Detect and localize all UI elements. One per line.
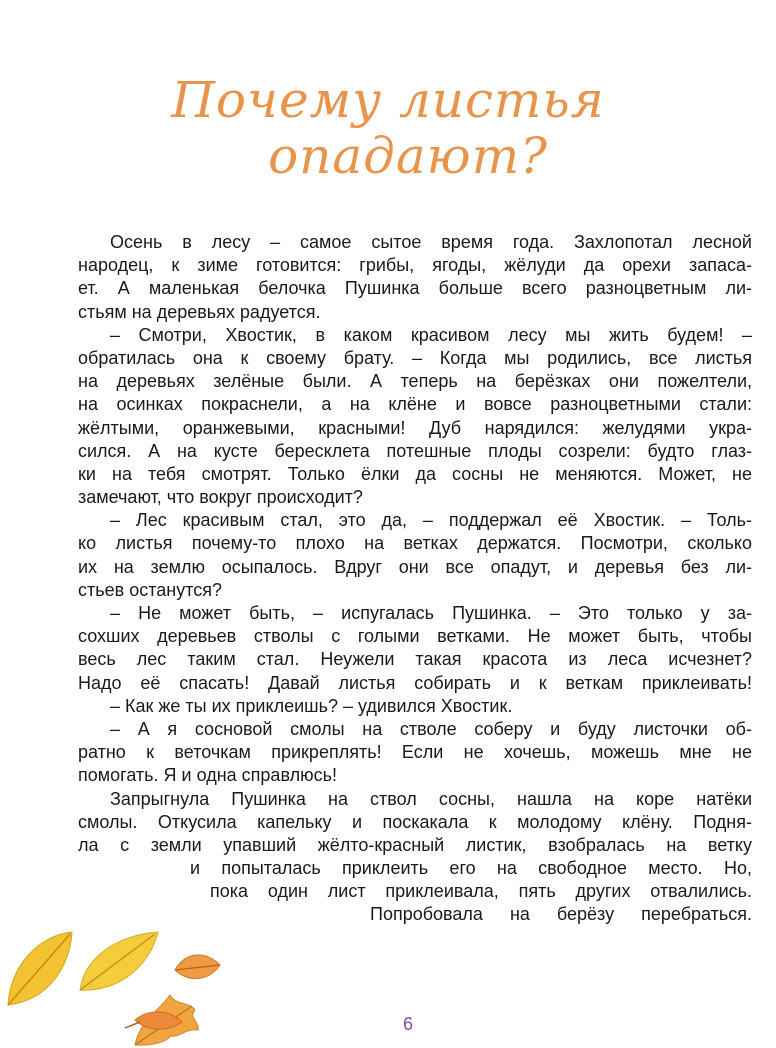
text-line: стьев останутся? (78, 579, 222, 600)
text-line: жёлтыми, оранжевыми, красными! Дуб нарядился: желудями укра- (78, 417, 752, 438)
story-text (78, 231, 752, 927)
text-line: народец, к зиме готовится: грибы, ягоды, жёлуди да орехи запаса- (78, 255, 752, 276)
text-line: на деревьях зелёные были. А теперь на берёзках они пожелтели, (78, 371, 752, 392)
text-line: сился. А на кусте бересклета потешные плоды созрели: будто глаз- (78, 440, 752, 461)
page-title-line-2: опадают? (268, 127, 548, 185)
text-line: помогать. Я и одна справлюсь! (78, 765, 337, 786)
text-line: Запрыгнула Пушинка на ствол сосны, нашла на коре натёки (110, 788, 752, 809)
yellow-leaf-icon (8, 932, 72, 1005)
page-title-line-1: Почему листья (171, 71, 605, 129)
birch-leaf-icon (80, 932, 158, 990)
text-line: – Смотри, Хвостик, в каком красивом лесу мы жить будем! – (110, 324, 752, 345)
text-line: – А я сосновой смолы на стволе соберу и буду листочки об- (110, 718, 752, 739)
text-line: Надо её спасать! Давай листья собирать и к веткам приклеивать! (78, 672, 752, 693)
text-line: ко листья почему-то плохо на ветках держатся. Посмотри, сколько (78, 533, 752, 554)
text-line: сохших деревьев стволы с голыми ветками. Не может быть, чтобы (78, 626, 752, 647)
text-line: пока один лист приклеивала, пять других отвалились. (210, 881, 752, 902)
text-line: стьям на деревьях радуется. (78, 301, 321, 322)
text-line: ла с земли упавший жёлто-красный листик, взобралась на ветку (78, 834, 752, 855)
text-line: смолы. Откусила капельку и поскакала к молодому клёну. Подня- (78, 811, 752, 832)
text-line: замечают, что вокруг происходит? (78, 487, 363, 508)
text-line: Осень в лесу – самое сытое время года. Захлопотал лесной (110, 232, 752, 252)
text-line: ки на тебя смотрят. Только ёлки да сосны не меняются. Может, не (78, 463, 752, 484)
text-line: Попробовала на берёзу перебраться. (370, 904, 752, 925)
page-number: 6 (402, 1014, 413, 1034)
text-line: – Как же ты их приклеишь? – удивился Хвостик. (110, 695, 513, 716)
text-line: – Не может быть, – испугалась Пушинка. – Это только у за- (110, 603, 752, 623)
text-line: весь лес таким стал. Неужели такая красота из леса исчезнет? (78, 649, 752, 670)
text-line: ет. А маленькая белочка Пушинка больше всего разноцветным ли- (78, 278, 752, 299)
text-line: их на землю осыпалось. Вдруг они все опадут, и деревья без ли- (78, 556, 752, 577)
orange-leaf-icon (175, 955, 220, 979)
text-line: – Лес красивым стал, это да, – поддержал её Хвостик. – Толь- (110, 510, 752, 531)
text-line: на осинках покраснели, а на клёне и вовсе разноцветными стали: (78, 394, 752, 415)
text-line: обратилась она к своему брату. – Когда мы родились, все листья (78, 347, 752, 368)
text-line: ратно к веточкам прикреплять! Если не хочешь, можешь мне не (78, 742, 752, 763)
text-line: и попыталась приклеить его на свободное место. Но, (190, 858, 752, 879)
